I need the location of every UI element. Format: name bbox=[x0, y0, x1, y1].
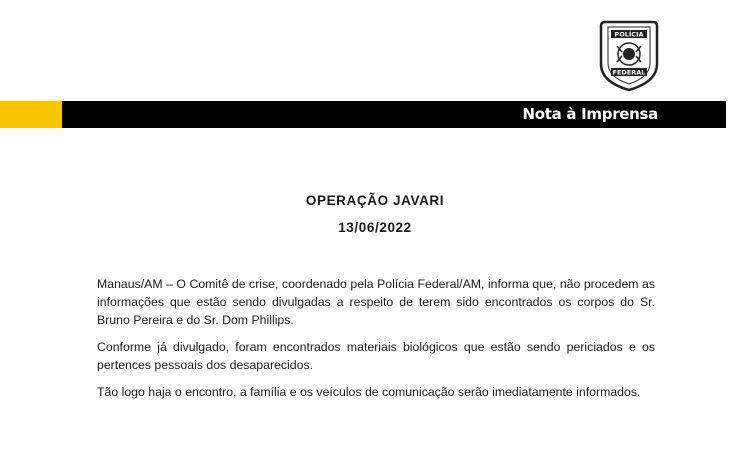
badge-top-text: POLÍCIA bbox=[614, 30, 644, 39]
document-body bbox=[97, 275, 655, 410]
header-banner bbox=[0, 101, 726, 128]
paragraph: Conforme já divulgado, foram encontrados materiais biológicos que estão sendo periciados e os pertences pessoais dos desaparecidos. bbox=[97, 340, 655, 372]
paragraph: Tão logo haja o encontro, a família e os veículos de comunicação serão imediatamente informados. bbox=[97, 385, 641, 399]
policia-federal-badge-icon bbox=[597, 16, 661, 92]
document-title: OPERAÇÃO JAVARI bbox=[305, 193, 445, 208]
banner-label: Nota à Imprensa bbox=[522, 105, 658, 123]
document-date: 13/06/2022 bbox=[338, 220, 412, 235]
paragraph: Manaus/AM – O Comitê de crise, coordenado pela Polícia Federal/AM, informa que, não procedem as informações que estão sendo divulgadas a respeito de terem sido encontrados os corpos do Sr. Bruno Pereira e do Sr. Dom Phillips. bbox=[97, 277, 655, 327]
badge-bottom-text: FEDERAL bbox=[612, 68, 646, 77]
banner-accent bbox=[0, 101, 62, 128]
